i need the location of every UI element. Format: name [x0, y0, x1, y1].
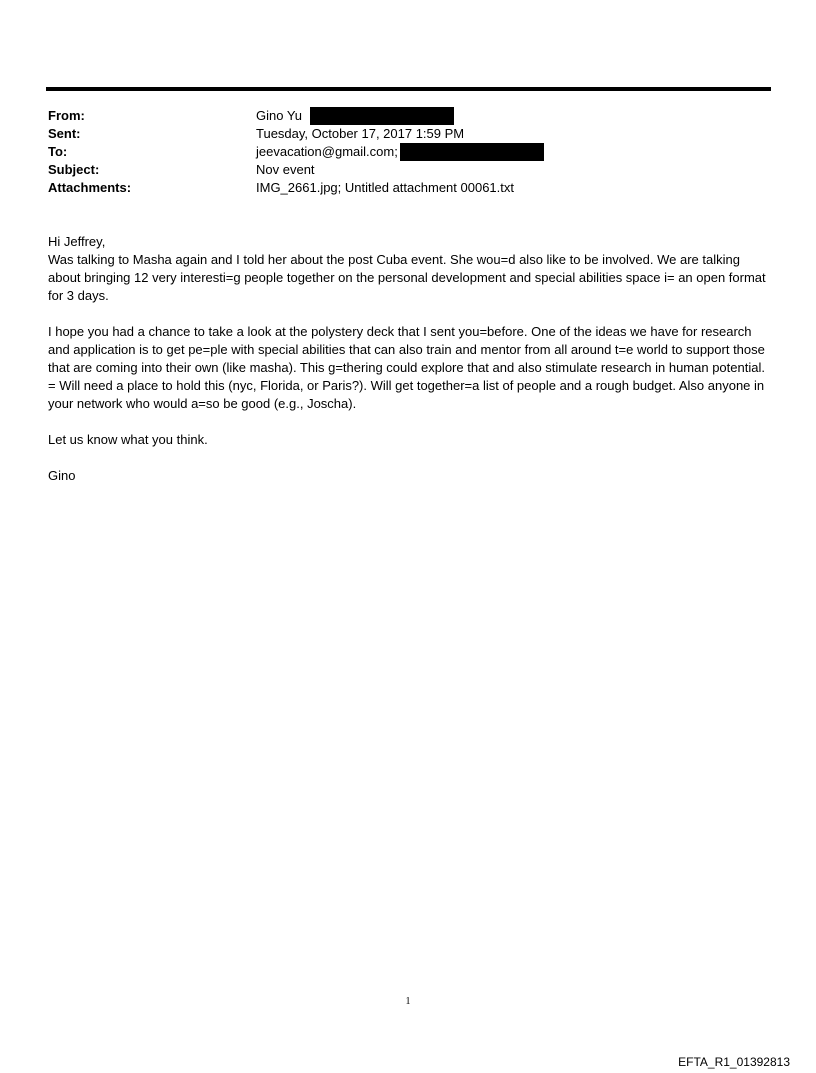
- email-body: [48, 233, 770, 305]
- from-name: Gino Yu: [256, 108, 303, 123]
- header-divider: [46, 87, 771, 91]
- email-body-3: [48, 431, 770, 449]
- subject-value: Nov event: [256, 162, 315, 177]
- paragraph-2: I hope you had a chance to take a look at the polystery deck that I sent you=before. One of the ideas we have for research and application is to get pe=ple with special abilities that can also train and mentor from all around t=e world to support those that are coming into their own (like masha). This g=thering could explore that and also stimulate research in human potential. = Will need a place to hold this (nyc, Florida, or Paris?). Will get together=a list of people and a rough budget. Also anyone in your network who would a=so be good (e.g., Joscha).: [48, 324, 765, 411]
- greeting: Hi Jeffrey,: [48, 234, 106, 249]
- redaction-block: [310, 107, 454, 125]
- to-value: [256, 143, 544, 161]
- to-email: jeevacation@gmail.com;: [256, 144, 398, 159]
- redaction-block: [400, 143, 544, 161]
- email-body-2: [48, 323, 770, 413]
- subject-label: Subject:: [48, 162, 100, 177]
- page-number: 1: [405, 996, 411, 1007]
- from-label: From:: [48, 108, 85, 123]
- sent-value: Tuesday, October 17, 2017 1:59 PM: [256, 126, 465, 141]
- bates-number: EFTA_R1_01392813: [678, 1055, 790, 1069]
- paragraph-3: Let us know what you think.: [48, 432, 208, 447]
- sent-label: Sent:: [48, 126, 81, 141]
- signature: Gino: [48, 468, 76, 483]
- to-label: To:: [48, 144, 68, 159]
- from-value: [256, 107, 454, 125]
- attachments-value: IMG_2661.jpg; Untitled attachment 00061.txt: [256, 180, 514, 195]
- paragraph-1: Was talking to Masha again and I told her about the post Cuba event. She wou=d also like to be involved. We are talking about bringing 12 very interesti=g people together on the personal development and special abilities space i= an open format for 3 days.: [48, 252, 766, 303]
- attachments-label: Attachments:: [48, 180, 132, 195]
- email-signature: [48, 467, 770, 485]
